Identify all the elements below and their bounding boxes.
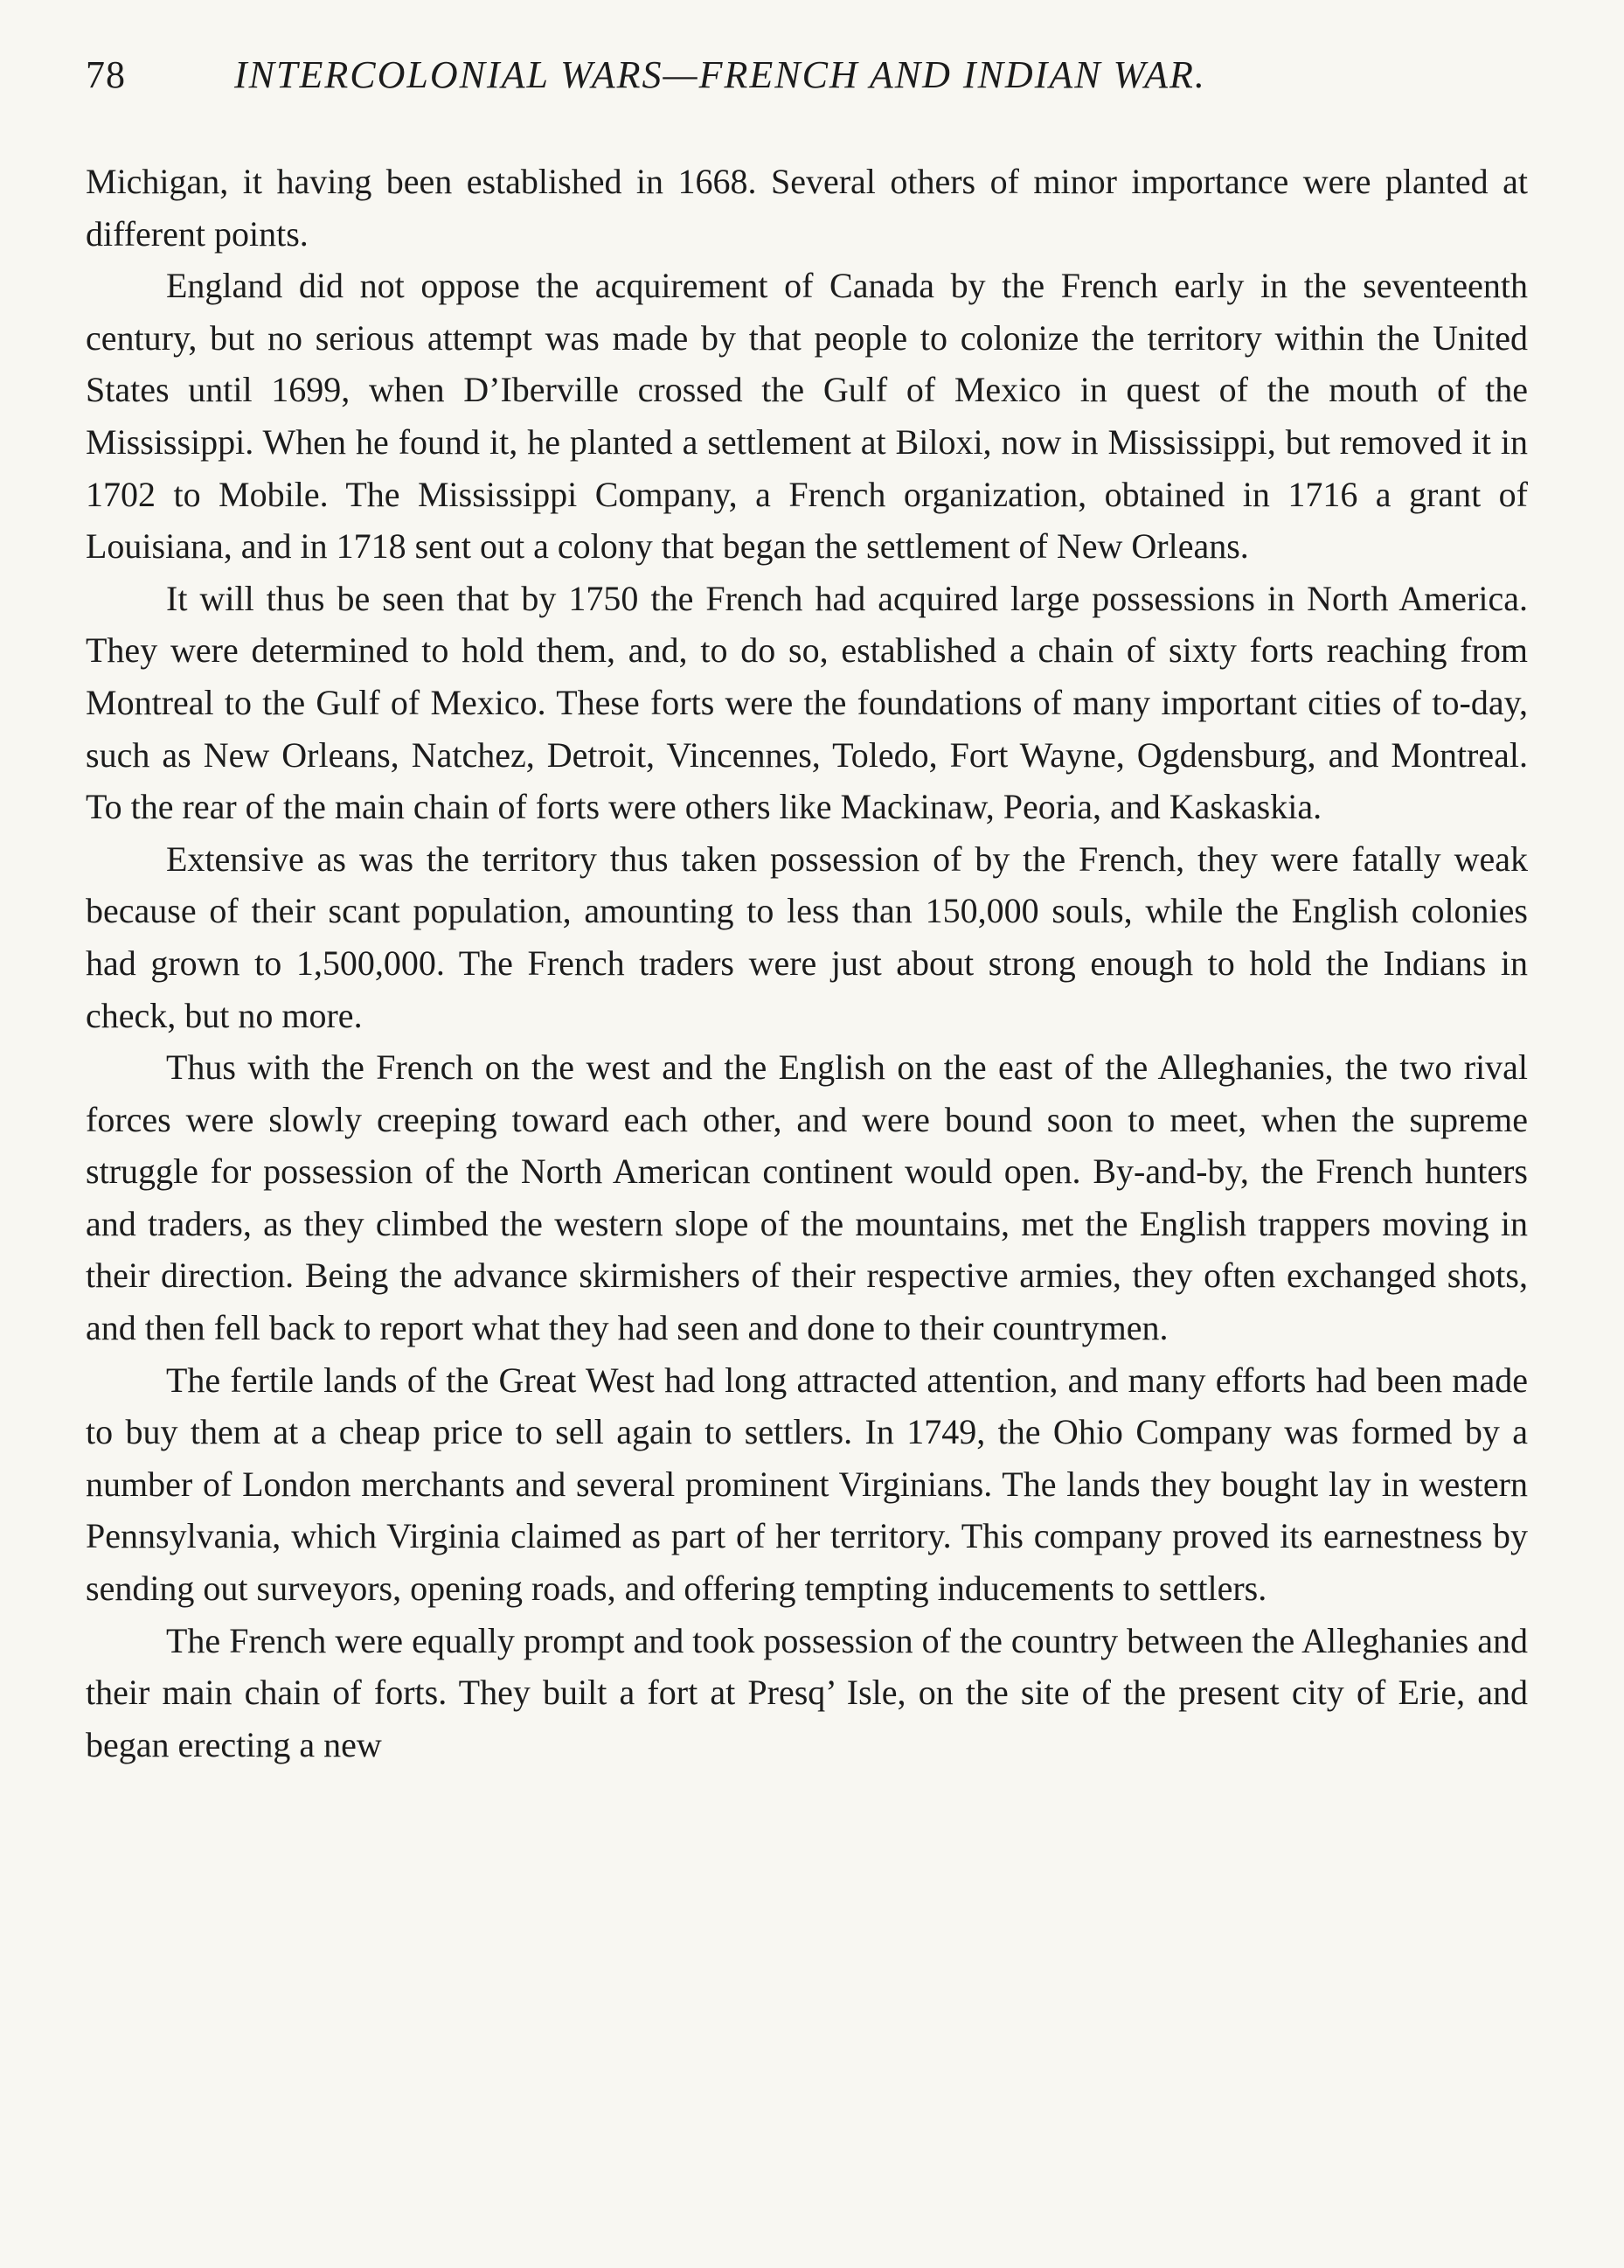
paragraph: It will thus be seen that by 1750 the French had acquired large possessions in North America. They were determined to hold them, and, to do so, established a chain of sixty forts reaching from Montreal to the Gulf of Mexico. These forts were the foundations of many important cities of to-day, such as New Orleans, Natchez, Detroit, Vincennes, Toledo, Fort Wayne, Ogdensburg, and Montreal. To the rear of the main chain of forts were others like Mackinaw, Peoria, and Kaskaskia. [86, 578, 1528, 827]
paragraph: The French were equally prompt and took possession of the country between the Alleghanies and their main chain of forts. They built a fort at Presq’ Isle, on the site of the present city of Erie, and began erecting a new [86, 1620, 1528, 1764]
paragraph-continued: Michigan, it having been established in 1668. Several others of minor importance were planted at different points. [86, 162, 1528, 254]
book-page [86, 52, 1528, 1771]
running-head [86, 52, 1528, 114]
running-title: INTERCOLONIAL WARS—FRENCH AND INDIAN WAR. [234, 53, 1206, 96]
paragraph: England did not oppose the acquirement of Canada by the French early in the seventeenth century, but no serious attempt was made by that people to colonize the territory within the United States until 1699, when D’Iberville crossed the Gulf of Mexico in quest of the mouth of the Mississippi. When he found it, he planted a settlement at Biloxi, now in Mississippi, but removed it in 1702 to Mobile. The Mississippi Company, a French organization, obtained in 1716 a grant of Louisiana, and in 1718 sent out a colony that began the settlement of New Orleans. [86, 266, 1528, 567]
paragraph: Extensive as was the territory thus taken possession of by the French, they were fatally weak because of their scant population, amounting to less than 150,000 souls, while the English colonies had grown to 1,500,000. The French traders were just about strong enough to hold the Indians in check, but no more. [86, 838, 1528, 1035]
paragraph: Thus with the French on the west and the English on the east of the Alleghanies, the two rival forces were slowly creeping toward each other, and were bound soon to meet, when the supreme struggle for possession of the North American continent would open. By-and-by, the French hunters and traders, as they climbed the western slope of the mountains, met the English trappers moving in their direction. Being the advance skirmishers of their respective armies, they often exchanged shots, and then fell back to report what they had seen and done to their countrymen. [86, 1047, 1528, 1348]
body-text [86, 156, 1528, 1771]
page-number: 78 [86, 53, 126, 96]
paragraph: The fertile lands of the Great West had long attracted attention, and many efforts had been made to buy them at a cheap price to sell again to settlers. In 1749, the Ohio Company was formed by a number of London merchants and several prominent Virginians. The lands they bought lay in western Pennsylvania, which Virginia claimed as part of her territory. This company proved its earnestness by sending out surveyors, opening roads, and offering tempting inducements to settlers. [86, 1360, 1528, 1609]
